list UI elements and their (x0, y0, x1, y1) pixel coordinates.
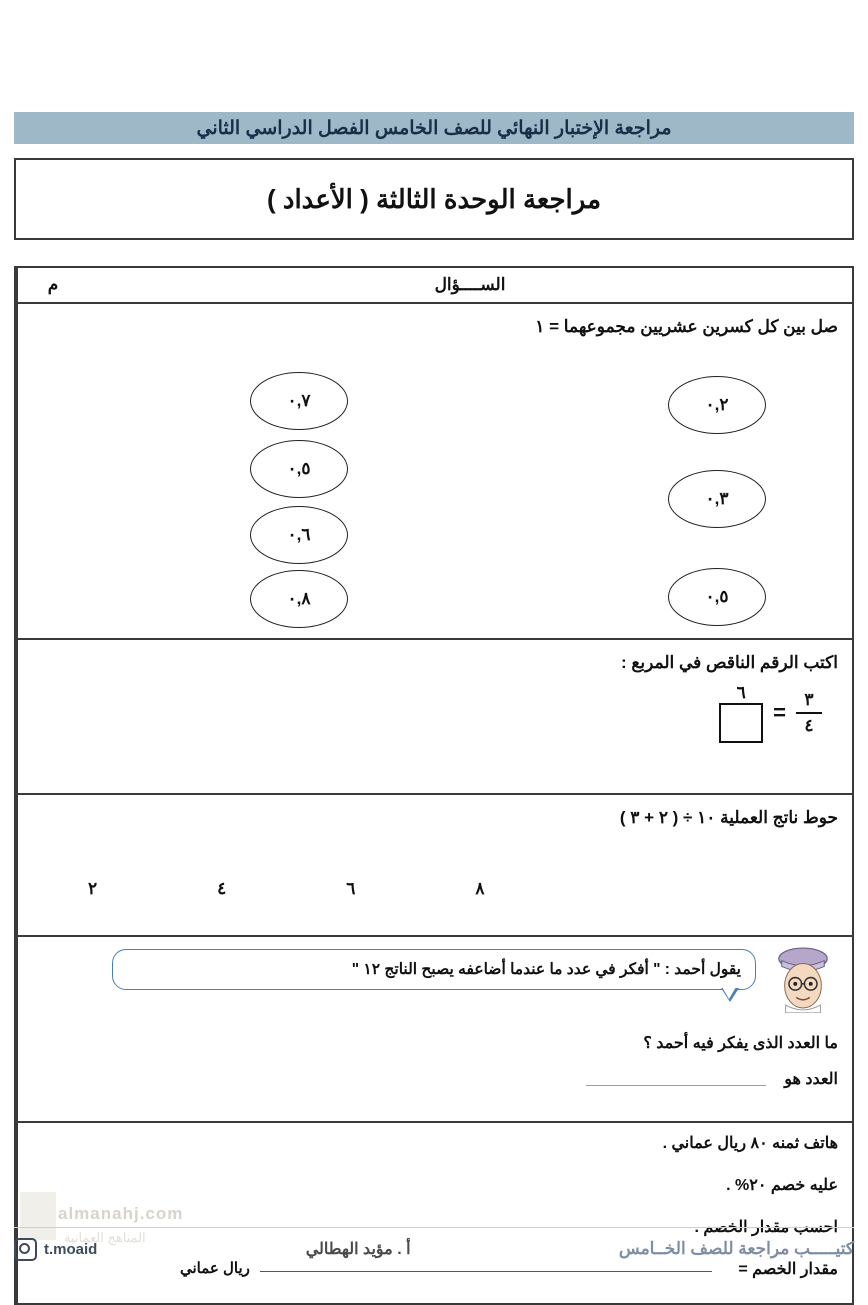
question-2-fraction-area (88, 675, 852, 793)
question-4-number (16, 937, 88, 1121)
fraction-known-numerator: ٣ (804, 690, 814, 709)
question-3-number (16, 795, 88, 935)
answer-blank-line[interactable] (260, 1271, 712, 1273)
footer-author: أ . مؤيد الهطالي (305, 1241, 411, 1258)
title-box (14, 158, 854, 240)
equals-sign: = (773, 700, 786, 725)
missing-number-box[interactable] (719, 703, 763, 743)
question-1-matching-area (88, 340, 852, 638)
question-3-choices-area (88, 831, 852, 935)
question-2-cell (88, 640, 852, 794)
choice-option-1[interactable]: ٢ (88, 878, 98, 898)
fraction-missing[interactable] (719, 683, 763, 743)
answer-unit-label: ريال عماني (180, 1259, 250, 1277)
watermark-line-1: almanahj.com (58, 1204, 184, 1223)
oval-left-1[interactable]: ٠,٧ (250, 372, 348, 430)
question-2-number (16, 640, 88, 794)
question-5-body (88, 1123, 852, 1303)
oval-right-3[interactable]: ٠,٥ (668, 568, 766, 626)
choice-option-4[interactable]: ٨ (475, 878, 485, 898)
header-banner-text: مراجعة الإختبار النهائي للصف الخامس الفصل الدراسي الثاني (196, 117, 672, 139)
question-1-prompt: صل بين كل كسرين عشريين مجموعهما = ١ (535, 317, 838, 336)
footer-social[interactable] (14, 1238, 97, 1261)
question-1-number (16, 304, 88, 638)
table-row (16, 795, 852, 937)
page-title: مراجعة الوحدة الثالثة ( الأعداد ) (266, 183, 602, 214)
boy-avatar-icon (774, 945, 832, 1013)
instagram-icon[interactable] (14, 1238, 37, 1261)
question-4-line-2: العدد هو (784, 1070, 838, 1088)
question-5-answer-label: مقدار الخصم = (738, 1260, 838, 1278)
table-row (16, 304, 852, 640)
question-4-cell (88, 937, 852, 1121)
question-5-line-3: احسب مقدار الخصم . (694, 1218, 838, 1236)
question-1-cell (88, 304, 852, 638)
oval-left-2[interactable]: ٠,٥ (250, 440, 348, 498)
fraction-known (796, 690, 822, 736)
watermark-line-2: المناهج العمانية (64, 1230, 146, 1245)
speech-bubble: يقول أحمد : " أفكر في عدد ما عندما أضاعفه يصبح الناتج ١٢ " (112, 949, 756, 990)
table-row (16, 937, 852, 1123)
table-row (16, 640, 852, 796)
question-5-cell (88, 1123, 852, 1303)
question-3-prompt: حوط ناتج العملية ١٠ ÷ ( ٢ + ٣ ) (619, 808, 838, 827)
table-header-row (16, 268, 852, 304)
header-banner (14, 112, 854, 144)
footer-booklet-title: كتيـــــب مراجعة للصف الخــامس (618, 1239, 854, 1258)
oval-left-3[interactable]: ٠,٦ (250, 506, 348, 564)
fraction-missing-numerator: ٦ (736, 683, 746, 702)
questions-table (14, 266, 854, 1305)
oval-right-2[interactable]: ٠,٣ (668, 470, 766, 528)
question-5-line-2: عليه خصم ٢٠% . (726, 1176, 838, 1194)
question-5-line-1: هاتف ثمنه ٨٠ ريال عماني . (662, 1134, 838, 1152)
fraction-known-denominator: ٤ (804, 716, 814, 735)
fraction-equation (719, 683, 822, 743)
question-4-body (88, 937, 852, 1121)
choice-option-2[interactable]: ٤ (217, 878, 227, 898)
question-4-line-1: ما العدد الذى يفكر فيه أحمد ؟ (643, 1034, 838, 1052)
page-footer (14, 1227, 854, 1266)
footer-handle[interactable]: t.moaid (44, 1240, 98, 1258)
oval-left-4[interactable]: ٠,٨ (250, 570, 348, 628)
header-question-cell: الســــؤال (434, 275, 506, 294)
question-2-prompt: اكتب الرقم الناقص في المربع : (621, 652, 838, 672)
header-number-cell: م (16, 268, 88, 302)
choice-option-3[interactable]: ٦ (346, 878, 356, 898)
answer-blank-line[interactable] (586, 1085, 766, 1087)
oval-right-1[interactable]: ٠,٢ (668, 376, 766, 434)
question-3-cell (88, 795, 852, 935)
choice-list (88, 879, 852, 899)
